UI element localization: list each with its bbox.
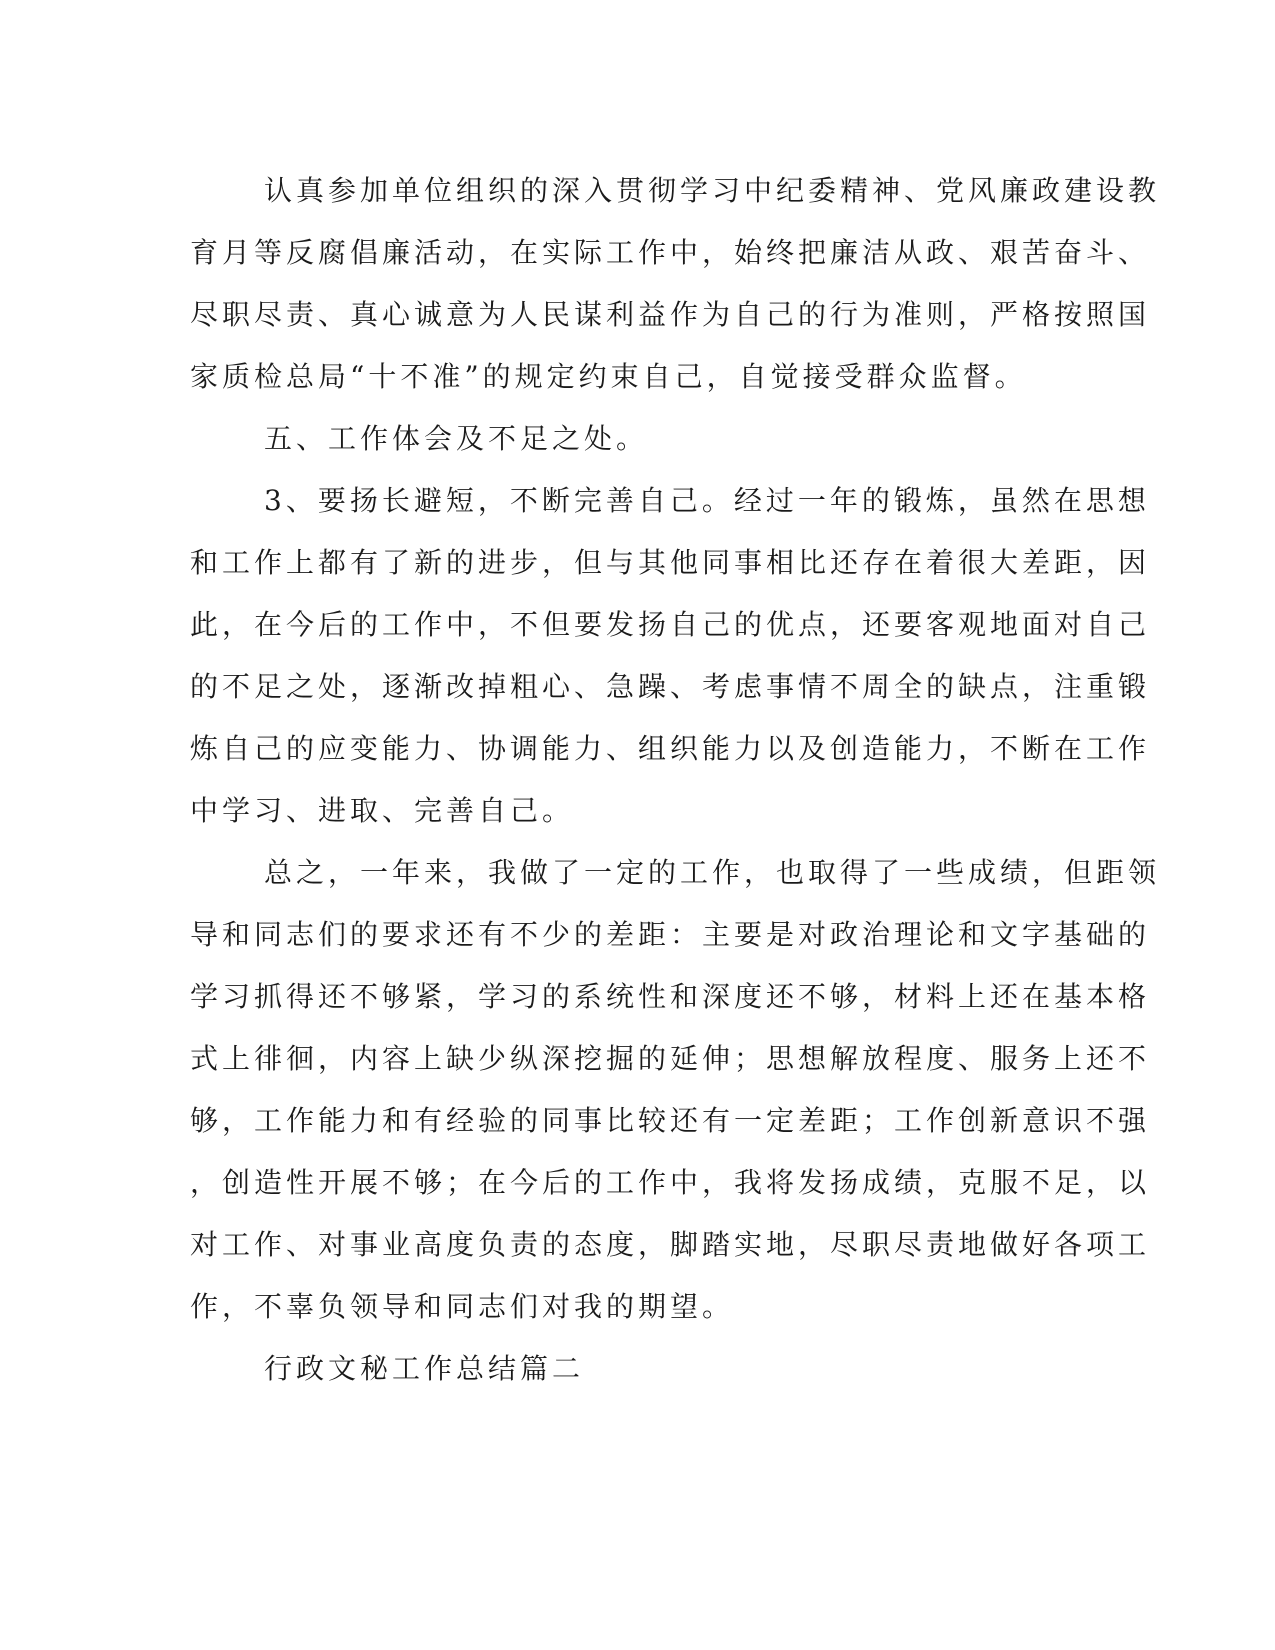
section-heading-five	[190, 408, 1090, 470]
section-title-part-two	[190, 1338, 1090, 1400]
text-line: 作，不辜负领导和同志们对我的期望。	[190, 1290, 735, 1323]
paragraph-integrity	[190, 160, 1161, 408]
text-line: 3、要扬长避短，不断完善自己。经过一年的锻炼，虽然在思想	[264, 484, 1150, 517]
text-line: 育月等反腐倡廉活动，在实际工作中，始终把廉洁从政、艰苦奋斗、	[190, 236, 1151, 269]
text-line: 的不足之处，逐渐改掉粗心、急躁、考虑事情不周全的缺点，注重锻	[190, 670, 1151, 703]
text-line: 认真参加单位组织的深入贯彻学习中纪委精神、党风廉政建设教	[264, 174, 1161, 207]
text-line: 学习抓得还不够紧，学习的系统性和深度还不够，材料上还在基本格	[190, 980, 1151, 1013]
text-line: 此，在今后的工作中，不但要发扬自己的优点，还要客观地面对自己	[190, 608, 1151, 641]
document-body	[190, 160, 1161, 1400]
text-line: 够，工作能力和有经验的同事比较还有一定差距；工作创新意识不强	[190, 1104, 1151, 1137]
text-line: 五、工作体会及不足之处。	[264, 422, 649, 455]
paragraph-summary	[190, 842, 1161, 1338]
text-line: 尽职尽责、真心诚意为人民谋利益作为自己的行为准则，严格按照国	[190, 298, 1151, 331]
text-line: 行政文秘工作总结篇二	[264, 1352, 585, 1385]
text-line: ，创造性开展不够；在今后的工作中，我将发扬成绩，克服不足，以	[190, 1166, 1151, 1199]
text-line: 中学习、进取、完善自己。	[190, 794, 575, 827]
text-line: 导和同志们的要求还有不少的差距：主要是对政治理论和文字基础的	[190, 918, 1151, 951]
text-line: 和工作上都有了新的进步，但与其他同事相比还存在着很大差距，因	[190, 546, 1151, 579]
text-line: 对工作、对事业高度负责的态度，脚踏实地，尽职尽责地做好各项工	[190, 1228, 1151, 1261]
text-line: 家质检总局“十不准”的规定约束自己，自觉接受群众监督。	[190, 360, 1027, 393]
text-line: 炼自己的应变能力、协调能力、组织能力以及创造能力，不断在工作	[190, 732, 1151, 765]
text-line: 总之，一年来，我做了一定的工作，也取得了一些成绩，但距领	[264, 856, 1161, 889]
paragraph-self-improvement	[190, 470, 1151, 842]
text-line: 式上徘徊，内容上缺少纵深挖掘的延伸；思想解放程度、服务上还不	[190, 1042, 1151, 1075]
